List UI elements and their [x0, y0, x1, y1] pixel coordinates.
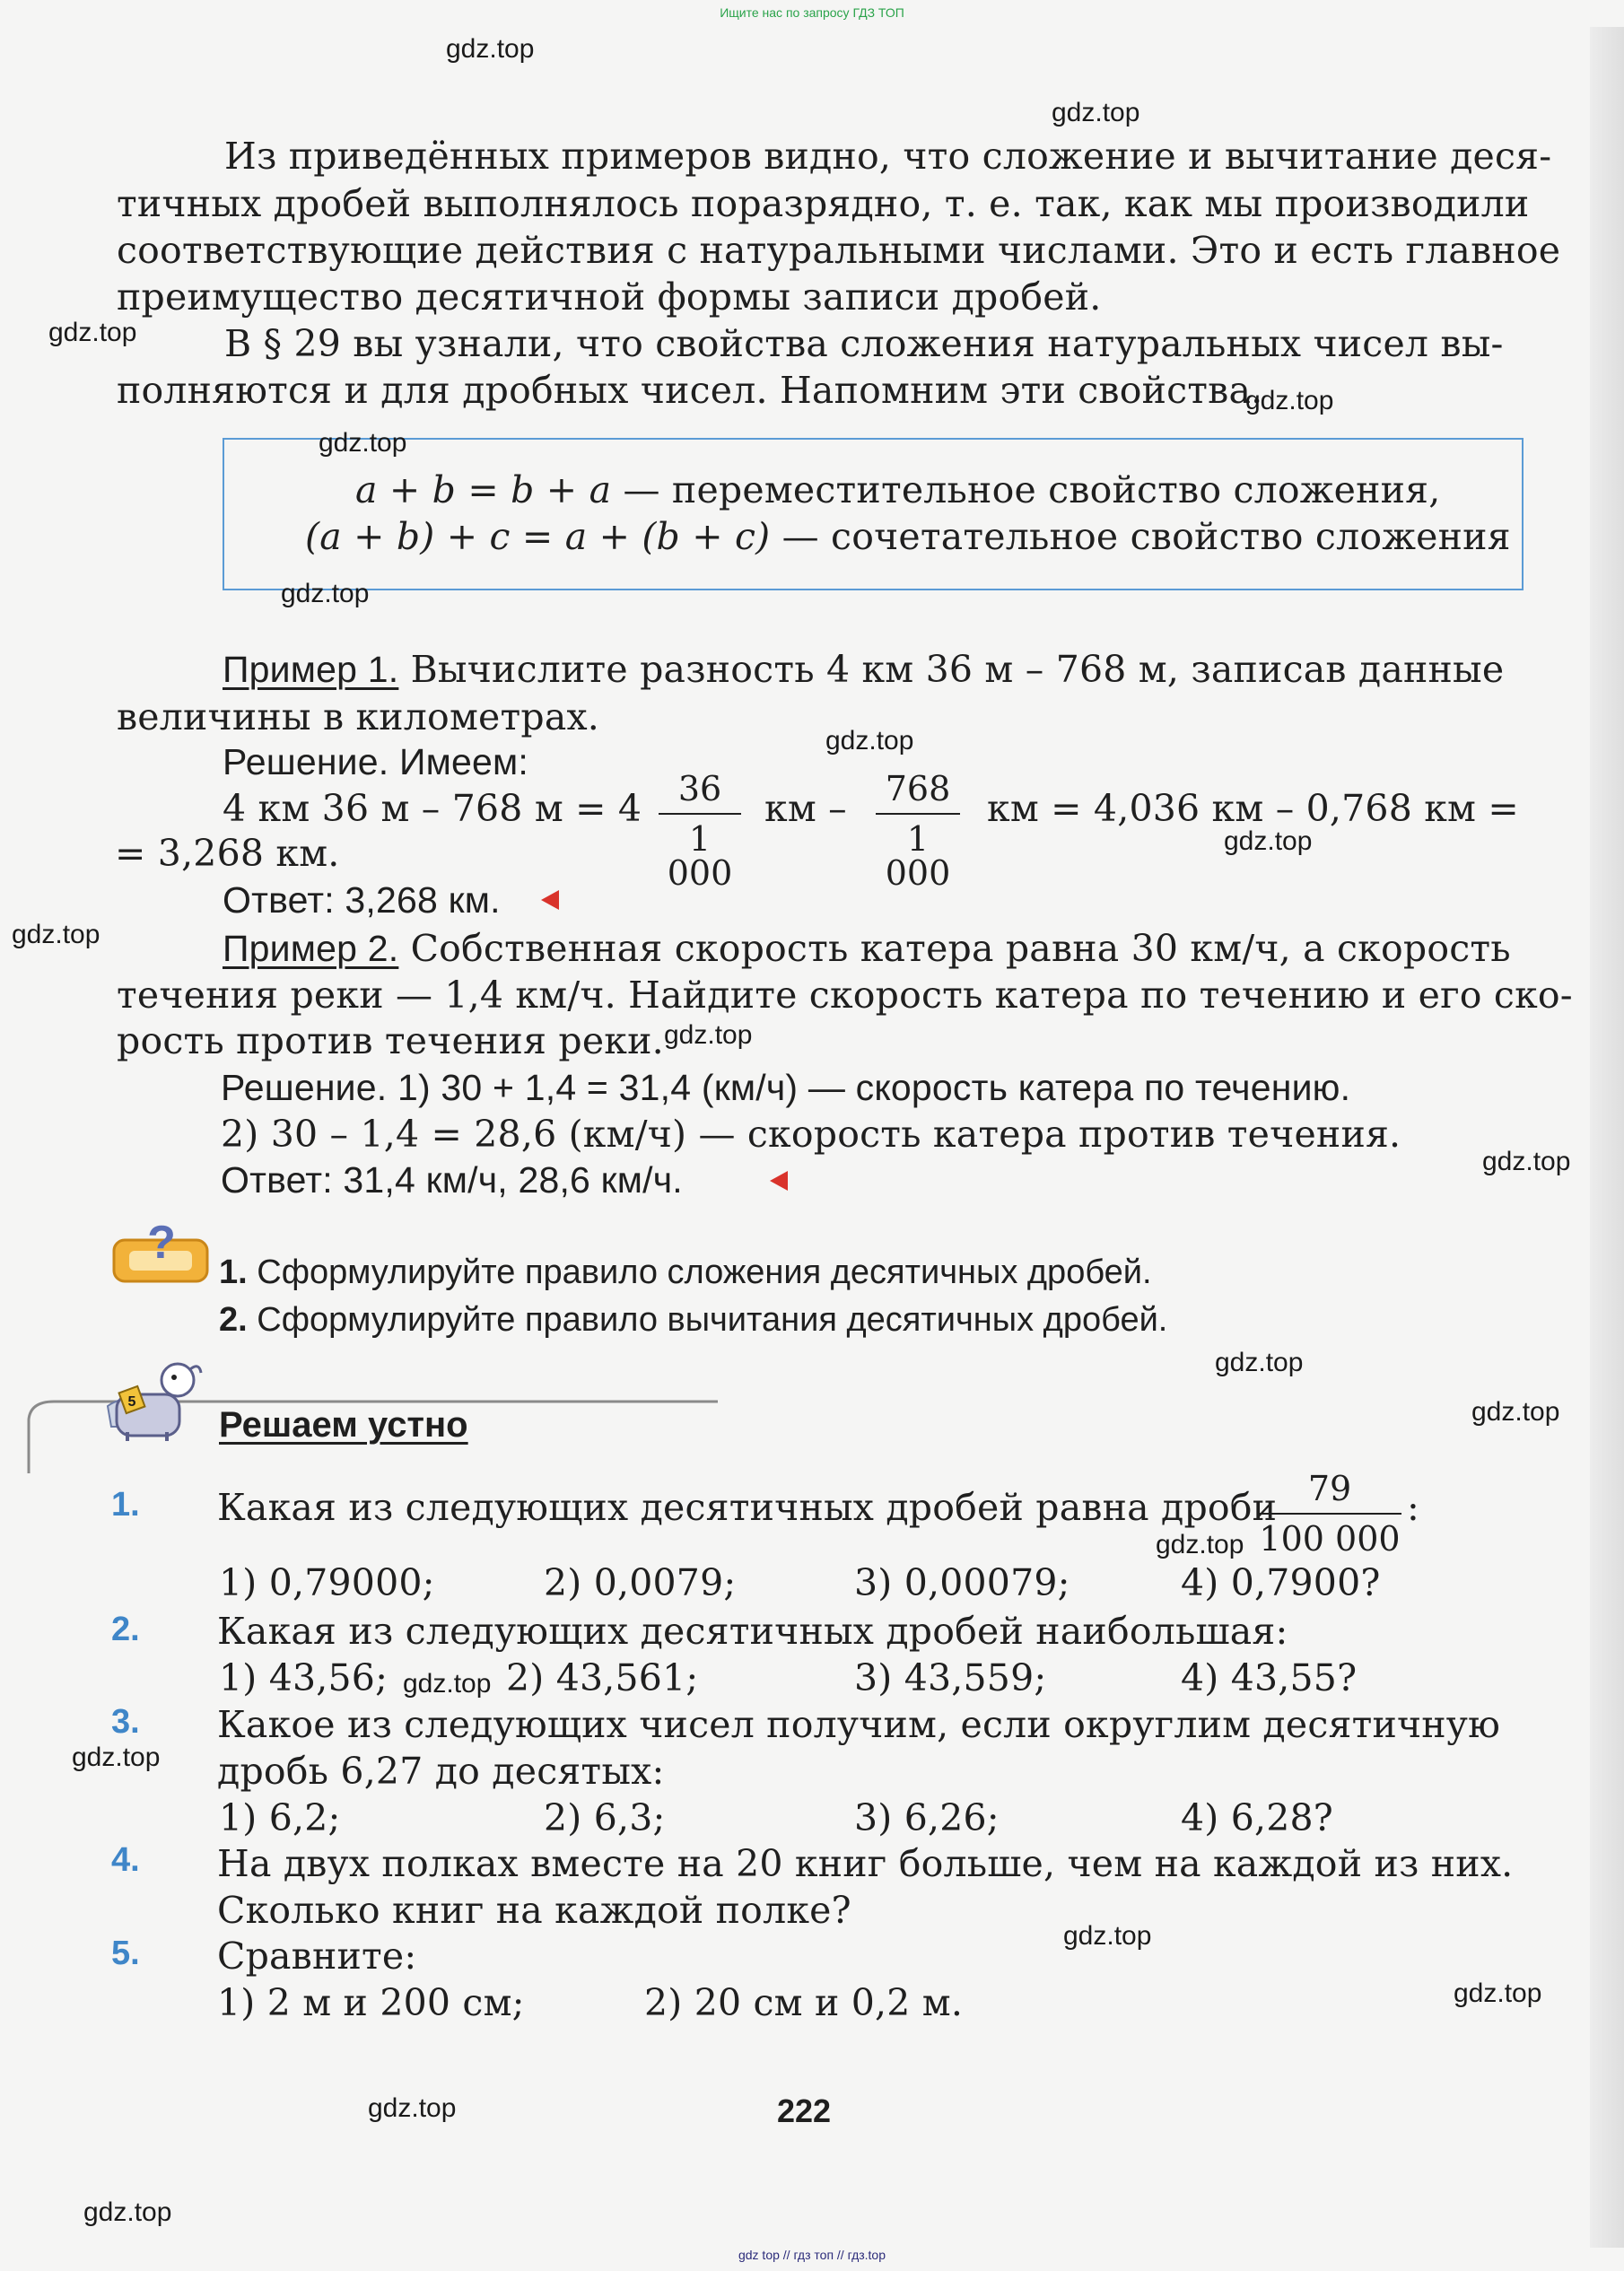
example-1-label: Пример 1. [223, 649, 399, 690]
example-2-answer: Ответ: 31,4 км/ч, 28,6 км/ч. [221, 1159, 683, 1201]
bottom-banner: gdz top // гдз топ // гдз.top [738, 2248, 886, 2262]
example-2-solution-1-text: Решение. 1) 30 + 1,4 = 31,4 (км/ч) — скорость катера по течению. [221, 1067, 1351, 1108]
example-2-line-1 [223, 927, 1511, 970]
question-2-number: 2. [219, 1301, 248, 1339]
paragraph-2-line-1: В § 29 вы узнали, что свойства сложения натуральных чисел вы- [224, 322, 1504, 365]
dog-mascot-icon [109, 1353, 205, 1441]
oral-item-3-option-1: 1) 6,2; [219, 1796, 341, 1839]
question-1-number: 1. [219, 1253, 248, 1291]
associative-formula: (a + b) + c = a + (b + c) [305, 515, 771, 558]
oral-item-1-option-4: 4) 0,7900? [1181, 1561, 1381, 1604]
oral-item-1-text: Какая из следующих десятичных дробей равна дроби [217, 1486, 1278, 1529]
properties-box [223, 438, 1524, 590]
example-2-solution-1 [221, 1067, 1351, 1108]
paragraph-1-line-4: преимущество десятичной формы записи дробей. [117, 275, 1102, 319]
watermark-14: gdz.top [1156, 1530, 1244, 1559]
watermark-19: gdz.top [368, 2093, 457, 2123]
end-of-example-marker-icon [541, 890, 559, 910]
example-1-calc-c: км = 4,036 км – 0,768 км = [987, 787, 1519, 830]
fraction-79-den: 100 000 [1259, 1519, 1401, 1559]
watermark-13: gdz.top [1471, 1397, 1560, 1427]
oral-item-4-line-1: На двух полках вместе на 20 книг больше, чем на каждой из них. [217, 1842, 1514, 1885]
oral-item-2-option-1: 1) 43,56; [219, 1656, 389, 1699]
watermark-17: gdz.top [1063, 1921, 1152, 1951]
watermark-9: gdz.top [12, 920, 100, 949]
oral-heading: Решаем устно [219, 1405, 468, 1445]
example-2-line-3: рость против течения реки. [117, 1019, 664, 1062]
watermark-12: gdz.top [1215, 1348, 1304, 1377]
svg-text:?: ? [147, 1220, 176, 1269]
oral-item-1-option-1: 1) 0,79000; [219, 1561, 435, 1604]
watermark-7: gdz.top [825, 726, 914, 756]
fraction-79-num: 79 [1307, 1469, 1352, 1508]
watermark-20: gdz.top [83, 2197, 172, 2227]
oral-item-5-number: 5. [111, 1935, 140, 1972]
oral-item-2-option-3: 3) 43,559; [854, 1656, 1047, 1699]
associative-rule [305, 515, 1511, 558]
commutative-formula: a + b = b + a [355, 468, 612, 511]
oral-item-1-colon: : [1407, 1486, 1420, 1529]
oral-item-1-number: 1. [111, 1486, 140, 1524]
oral-item-2-option-2: 2) 43,561; [506, 1656, 699, 1699]
example-2-line-2: течения реки — 1,4 км/ч. Найдите скорость катера по течению и его ско- [117, 974, 1573, 1017]
fraction-36-1000 [659, 769, 741, 893]
oral-item-2-option-4: 4) 43,55? [1181, 1656, 1358, 1699]
oral-item-1-option-3: 3) 0,00079; [854, 1561, 1070, 1604]
watermark-16: gdz.top [72, 1743, 161, 1772]
oral-item-3-option-2: 2) 6,3; [544, 1796, 666, 1839]
fraction-36-num: 36 [677, 769, 722, 808]
paragraph-1-line-2: тичных дробей выполнялось поразрядно, т. е. так, как мы производили [117, 182, 1530, 225]
page-number: 222 [777, 2092, 832, 2129]
oral-item-5-option-2: 2) 20 см и 0,2 м. [644, 1981, 964, 2024]
oral-item-5-text: Сравните: [217, 1935, 417, 1978]
page-edge-shadow [1590, 27, 1624, 2248]
watermark-10: gdz.top [664, 1020, 753, 1050]
oral-item-3-option-3: 3) 6,26; [854, 1796, 1000, 1839]
fraction-768-num: 768 [885, 769, 951, 808]
oral-item-4-line-2: Сколько книг на каждой полке? [217, 1889, 851, 1932]
badge-five: 5 [127, 1394, 136, 1410]
fraction-768-1000 [876, 769, 960, 893]
question-2 [219, 1301, 1167, 1340]
fraction-36-den: 1 000 [667, 819, 733, 893]
example-2-label: Пример 2. [223, 928, 399, 969]
watermark-5: gdz.top [319, 428, 407, 458]
watermark-1: gdz.top [446, 34, 535, 64]
example-1-calc-a: 4 км 36 м – 768 м = 4 [223, 787, 642, 830]
watermark-11: gdz.top [1482, 1147, 1571, 1176]
example-1-answer: Ответ: 3,268 км. [223, 879, 501, 921]
top-banner: Ищите нас по запросу ГДЗ ТОП [720, 5, 904, 20]
watermark-18: gdz.top [1454, 1978, 1542, 2008]
paragraph-2-line-2: полняются и для дробных чисел. Напомним эти свойства. [117, 369, 1263, 412]
watermark-3: gdz.top [48, 318, 137, 347]
oral-item-3-number: 3. [111, 1703, 140, 1741]
example-1-solution: Решение. Имеем: [223, 741, 529, 782]
example-1-text: Вычислите разность 4 км 36 м – 768 м, записав данные [398, 648, 1505, 691]
oral-item-4-number: 4. [111, 1841, 140, 1879]
oral-item-3-line-2: дробь 6,27 до десятых: [217, 1750, 665, 1793]
example-1-calc-d: = 3,268 км. [115, 832, 340, 875]
commutative-text: — переместительное свойство сложения, [611, 468, 1441, 511]
oral-item-1-option-2: 2) 0,0079; [544, 1561, 737, 1604]
example-2-text: Собственная скорость катера равна 30 км/ч, а скорость [398, 927, 1511, 970]
example-2-solution-2: 2) 30 – 1,4 = 28,6 (км/ч) — скорость катера против течения. [221, 1113, 1401, 1156]
example-1-line-1 [223, 648, 1505, 691]
commutative-rule [355, 468, 1441, 511]
oral-item-3-line-1: Какое из следующих чисел получим, если округлим десятичную [217, 1703, 1501, 1746]
fraction-79-100000 [1258, 1469, 1401, 1559]
oral-item-2-text: Какая из следующих десятичных дробей наибольшая: [217, 1610, 1288, 1653]
watermark-4: gdz.top [1245, 386, 1334, 415]
question-1-text: Сформулируйте правило сложения десятичных дробей. [257, 1253, 1152, 1291]
end-of-example-2-marker-icon [770, 1171, 788, 1191]
example-1-line-2: величины в километрах. [117, 695, 600, 738]
paragraph-1-line-1: Из приведённых примеров видно, что сложение и вычитание деся- [224, 135, 1552, 178]
fraction-768-den: 1 000 [885, 819, 951, 893]
paragraph-1-line-3: соответствующие действия с натуральными числами. Это и есть главное [117, 229, 1561, 272]
associative-text: — сочетательное свойство сложения [770, 515, 1511, 558]
oral-item-5-option-1: 1) 2 м и 200 см; [217, 1981, 525, 2024]
watermark-2: gdz.top [1052, 98, 1140, 127]
example-1-calc-b: км – [764, 787, 847, 830]
watermark-8: gdz.top [1224, 826, 1313, 856]
question-box-icon [111, 1220, 210, 1285]
question-1 [219, 1253, 1152, 1292]
oral-item-2-number: 2. [111, 1611, 140, 1648]
watermark-15: gdz.top [403, 1669, 492, 1699]
question-2-text: Сформулируйте правило вычитания десятичных дробей. [257, 1301, 1168, 1339]
oral-item-3-option-4: 4) 6,28? [1181, 1796, 1333, 1839]
watermark-6: gdz.top [281, 579, 370, 608]
